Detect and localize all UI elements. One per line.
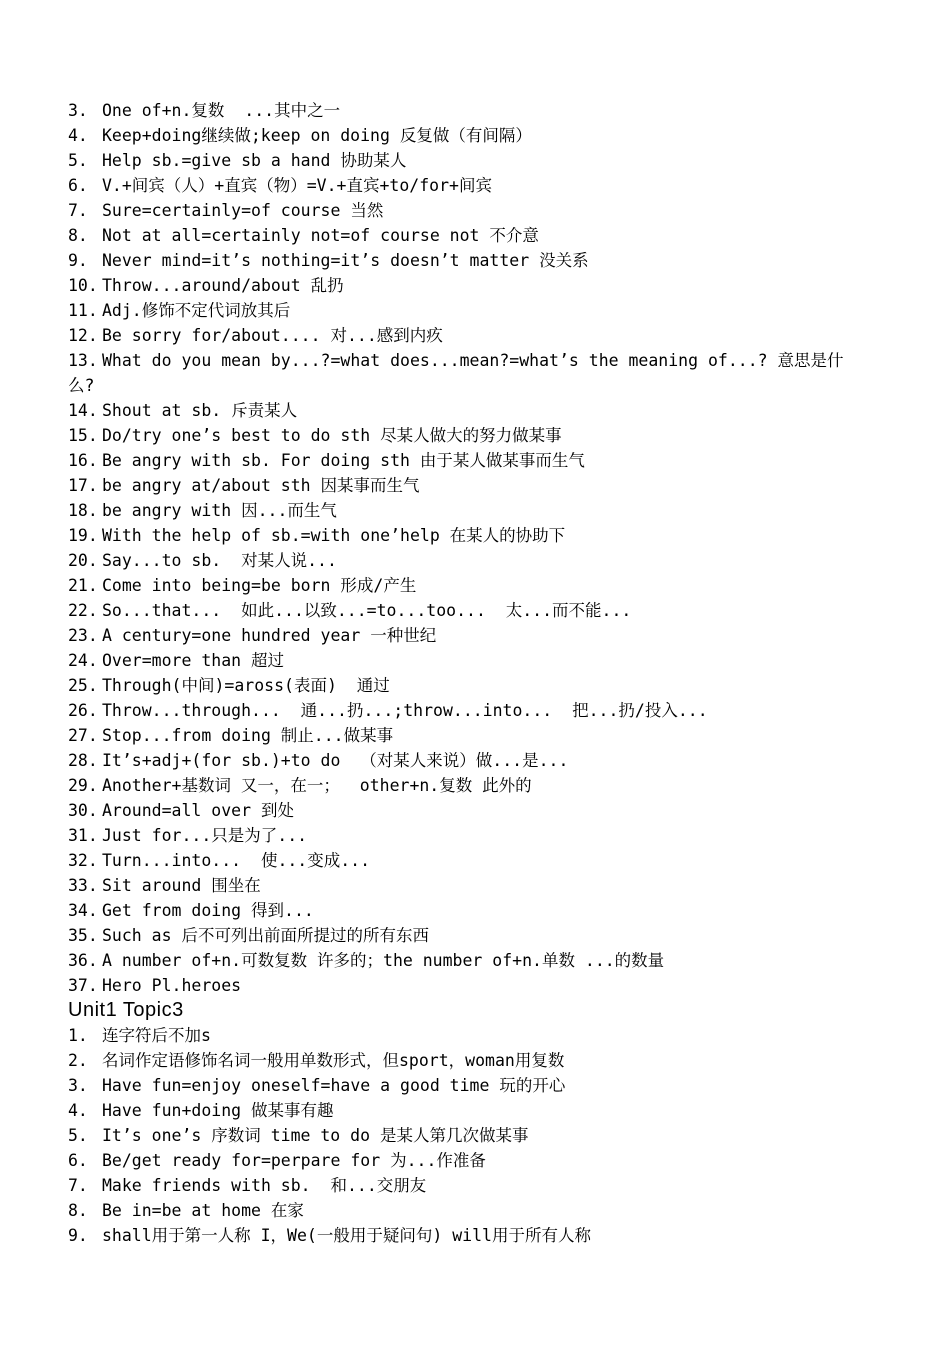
item-number: 26.: [68, 701, 98, 720]
list-item: [68, 423, 868, 448]
item-number: 16.: [68, 451, 98, 470]
list-item: [68, 973, 868, 998]
item-number: 36.: [68, 951, 98, 970]
list-item: [68, 623, 868, 648]
item-number: 7.: [68, 201, 88, 220]
list-item: [68, 1023, 868, 1048]
item-text: A century=one hundred year 一种世纪: [102, 626, 437, 645]
list-item: [68, 873, 868, 898]
section-heading: Unit1 Topic3: [68, 999, 184, 1021]
item-number: 7.: [68, 1176, 88, 1195]
list-item: [68, 1223, 868, 1248]
item-number: 28.: [68, 751, 98, 770]
item-text: A number of+n.可数复数 许多的；the number of+n.单数 ...的数量: [102, 951, 665, 970]
list-item: [68, 1198, 868, 1223]
phrase-list-topic2: [68, 98, 868, 998]
item-text: be angry at/about sth 因某事而生气: [102, 476, 420, 495]
item-number: 37.: [68, 976, 98, 995]
item-text: Just for...只是为了...: [102, 826, 308, 845]
item-number: 11.: [68, 301, 98, 320]
list-item: [68, 223, 868, 248]
item-text: Stop...from doing 制止...做某事: [102, 726, 394, 745]
item-number: 19.: [68, 526, 98, 545]
list-item: [68, 398, 868, 423]
list-item: [68, 748, 868, 773]
item-text: What do you mean by...?=what does...mean?=what’s the meaning of...? 意思是什么?: [68, 351, 844, 395]
list-item: [68, 1123, 868, 1148]
item-text: Make friends with sb. 和...交朋友: [102, 1176, 427, 1195]
item-number: 32.: [68, 851, 98, 870]
item-number: 13.: [68, 351, 98, 370]
list-item: [68, 448, 868, 473]
item-number: 14.: [68, 401, 98, 420]
item-text: Be angry with sb. For doing sth 由于某人做某事而生气: [102, 451, 585, 470]
list-item: [68, 1098, 868, 1123]
item-text: Sure=certainly=of course 当然: [102, 201, 384, 220]
list-item: [68, 673, 868, 698]
item-text: V.+间宾（人）+直宾（物）=V.+直宾+to/for+间宾: [102, 176, 492, 195]
item-number: 22.: [68, 601, 98, 620]
item-number: 12.: [68, 326, 98, 345]
item-number: 31.: [68, 826, 98, 845]
item-text: Come into being=be born 形成/产生: [102, 576, 417, 595]
item-text: Be sorry for/about.... 对...感到内疚: [102, 326, 443, 345]
item-number: 33.: [68, 876, 98, 895]
item-number: 27.: [68, 726, 98, 745]
item-text: One of+n.复数 ...其中之一: [102, 101, 341, 120]
item-text: It’s+adj+(for sb.)+to do （对某人来说）做...是...: [102, 751, 569, 770]
list-item: [68, 173, 868, 198]
list-item: [68, 948, 868, 973]
item-text: 名词作定语修饰名词一般用单数形式，但sport，woman用复数: [102, 1051, 565, 1070]
item-text: Help sb.=give sb a hand 协助某人: [102, 151, 407, 170]
item-number: 34.: [68, 901, 98, 920]
list-item: [68, 798, 868, 823]
list-item: [68, 1148, 868, 1173]
item-text: Throw...through... 通...扔...;throw...into... 把...扔/投入...: [102, 701, 708, 720]
list-item: [68, 248, 868, 273]
item-text: Never mind=it’s nothing=it’s doesn’t matter 没关系: [102, 251, 589, 270]
list-item: [68, 898, 868, 923]
item-number: 5.: [68, 151, 88, 170]
item-number: 21.: [68, 576, 98, 595]
list-item: [68, 273, 868, 298]
list-item: [68, 1173, 868, 1198]
list-item: [68, 123, 868, 148]
item-number: 9.: [68, 251, 88, 270]
item-text: Have fun=enjoy oneself=have a good time 玩的开心: [102, 1076, 566, 1095]
item-number: 4.: [68, 126, 88, 145]
item-number: 35.: [68, 926, 98, 945]
item-text: So...that... 如此...以致...=to...too... 太...而不能...: [102, 601, 632, 620]
item-text: be angry with 因...而生气: [102, 501, 337, 520]
item-text: Say...to sb. 对某人说...: [102, 551, 337, 570]
item-number: 8.: [68, 226, 88, 245]
document-page: [68, 98, 868, 1248]
item-number: 10.: [68, 276, 98, 295]
list-item: [68, 323, 868, 348]
list-item: [68, 698, 868, 723]
list-item: [68, 523, 868, 548]
item-text: Get from doing 得到...: [102, 901, 314, 920]
list-item: [68, 1073, 868, 1098]
item-text: Throw...around/about 乱扔: [102, 276, 344, 295]
item-number: 2.: [68, 1051, 88, 1070]
item-number: 6.: [68, 1151, 88, 1170]
item-text: Keep+doing继续做;keep on doing 反复做（有间隔）: [102, 126, 532, 145]
item-text: Over=more than 超过: [102, 651, 285, 670]
item-text: Such as 后不可列出前面所提过的所有东西: [102, 926, 429, 945]
list-item: [68, 498, 868, 523]
item-number: 24.: [68, 651, 98, 670]
list-item: [68, 823, 868, 848]
item-text: Be in=be at home 在家: [102, 1201, 304, 1220]
list-item: [68, 923, 868, 948]
item-text: shall用于第一人称 I，We(一般用于疑问句) will用于所有人称: [102, 1226, 591, 1245]
item-text: It’s one’s 序数词 time to do 是某人第几次做某事: [102, 1126, 529, 1145]
item-number: 3.: [68, 1076, 88, 1095]
list-item: [68, 848, 868, 873]
item-number: 23.: [68, 626, 98, 645]
item-number: 17.: [68, 476, 98, 495]
item-number: 29.: [68, 776, 98, 795]
list-item: [68, 598, 868, 623]
item-text: Around=all over 到处: [102, 801, 294, 820]
item-text: Be/get ready for=perpare for 为...作准备: [102, 1151, 486, 1170]
list-item: [68, 573, 868, 598]
list-item: [68, 648, 868, 673]
item-number: 8.: [68, 1201, 88, 1220]
item-number: 5.: [68, 1126, 88, 1145]
item-text: Another+基数词 又一，在一； other+n.复数 此外的: [102, 776, 532, 795]
item-text: Through(中间)=aross(表面) 通过: [102, 676, 390, 695]
list-item: [68, 148, 868, 173]
item-number: 25.: [68, 676, 98, 695]
phrase-list-topic3: [68, 1023, 868, 1248]
item-text: Adj.修饰不定代词放其后: [102, 301, 291, 320]
item-number: 18.: [68, 501, 98, 520]
item-number: 3.: [68, 101, 88, 120]
item-number: 30.: [68, 801, 98, 820]
item-text: Have fun+doing 做某事有趣: [102, 1101, 334, 1120]
item-text: Shout at sb. 斥责某人: [102, 401, 298, 420]
item-number: 1.: [68, 1026, 88, 1045]
list-item: [68, 1048, 868, 1073]
item-number: 4.: [68, 1101, 88, 1120]
list-item: [68, 348, 868, 398]
item-text: Do/try one’s best to do sth 尽某人做大的努力做某事: [102, 426, 562, 445]
list-item: [68, 548, 868, 573]
item-number: 6.: [68, 176, 88, 195]
list-item: [68, 98, 868, 123]
list-item: [68, 473, 868, 498]
list-item: [68, 298, 868, 323]
item-text: With the help of sb.=with one’help 在某人的协助下: [102, 526, 566, 545]
list-item: [68, 773, 868, 798]
item-number: 20.: [68, 551, 98, 570]
list-item: [68, 198, 868, 223]
item-text: Sit around 围坐在: [102, 876, 261, 895]
item-text: Hero Pl.heroes: [102, 976, 242, 995]
item-number: 9.: [68, 1226, 88, 1245]
item-text: Not at all=certainly not=of course not 不介意: [102, 226, 539, 245]
item-number: 15.: [68, 426, 98, 445]
item-text: Turn...into... 使...变成...: [102, 851, 371, 870]
item-text: 连字符后不加s: [102, 1026, 211, 1045]
list-item: [68, 723, 868, 748]
